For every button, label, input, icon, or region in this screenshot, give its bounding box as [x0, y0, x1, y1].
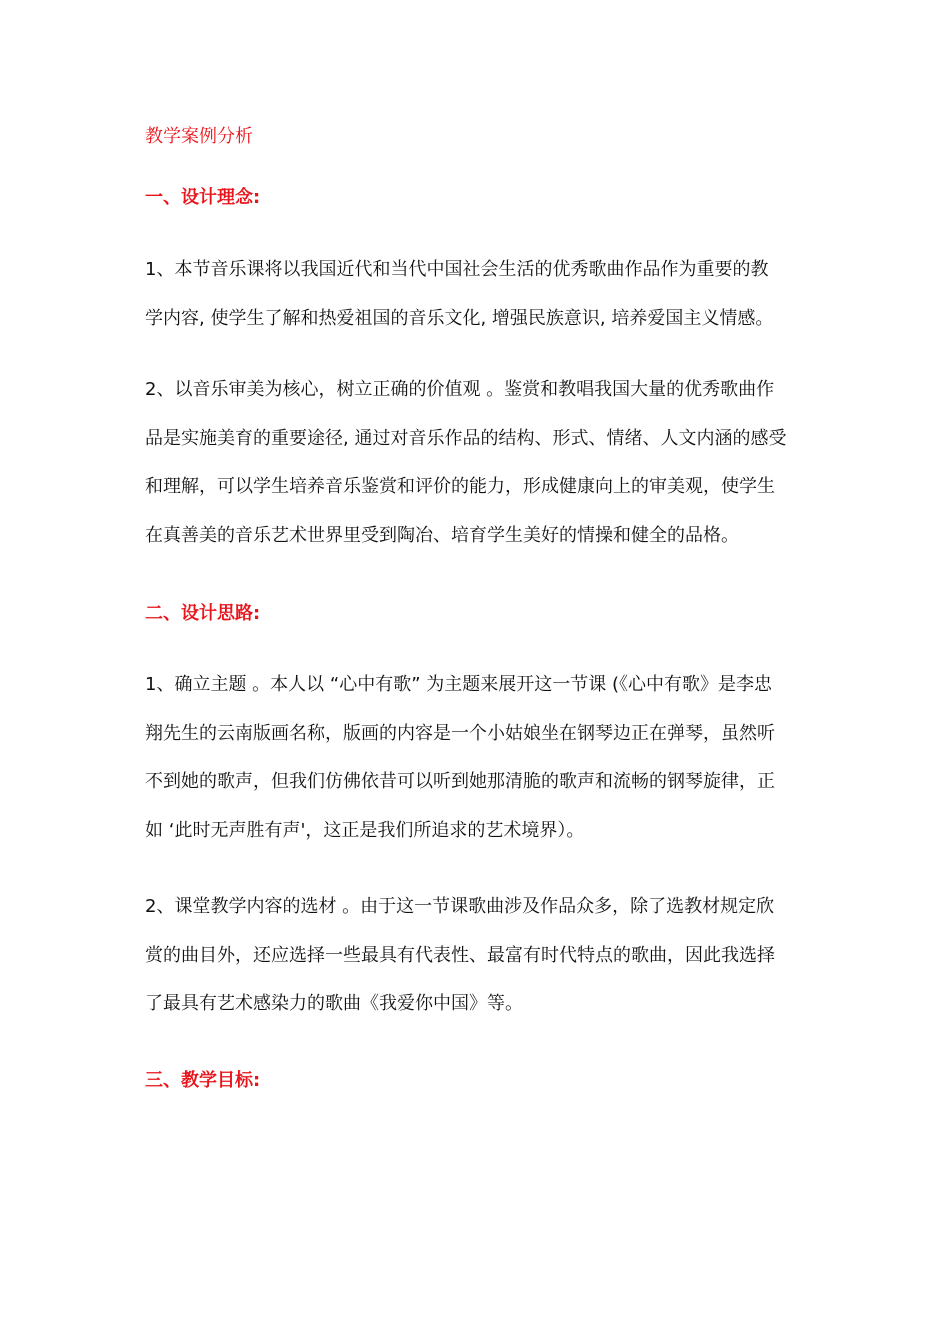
- text-line: 1、确立主题 。本人以 “心中有歌” 为主题来展开这一节课 (《心中有歌》是李忠: [145, 674, 773, 695]
- text-line: 品是实施美育的重要途径, 通过对音乐作品的结构、形式、情绪、人文内涵的感受: [145, 427, 787, 449]
- section-heading-teaching-goals: 三、教学目标:: [145, 1070, 261, 1091]
- text-line: 学内容, 使学生了解和热爱祖国的音乐文化, 增强民族意识, 培养爱国主义情感。: [145, 307, 774, 329]
- section-heading-design-approach: 二、设计思路:: [145, 603, 261, 624]
- paragraph-approach-2: [145, 883, 810, 1029]
- text-line: 翔先生的云南版画名称，版画的内容是一个小姑娘坐在钢琴边正在弹琴，虽然听: [145, 722, 775, 744]
- text-line: 在真善美的音乐艺术世界里受到陶冶、培育学生美好的情操和健全的品格。: [145, 524, 739, 546]
- text-line: 2、课堂教学内容的选材 。由于这一节课歌曲涉及作品众多，除了选教材规定欣: [145, 896, 775, 917]
- paragraph-approach-1: [145, 661, 810, 855]
- text-line: 了最具有艺术感染力的歌曲《我爱你中国》等。: [145, 993, 523, 1015]
- document-title: 教学案例分析: [145, 126, 253, 147]
- paragraph-concept-2: [145, 366, 810, 560]
- text-line: 2、以音乐审美为核心，树立正确的价值观 。鉴赏和教唱我国大量的优秀歌曲作: [145, 379, 775, 400]
- text-line: 赏的曲目外，还应选择一些最具有代表性、最富有时代特点的歌曲，因此我选择: [145, 944, 775, 966]
- text-line: 如 ‘此时无声胜有声'，这正是我们所追求的艺术境界）。: [145, 819, 585, 841]
- text-line: 1、本节音乐课将以我国近代和当代中国社会生活的优秀歌曲作品作为重要的教: [145, 259, 769, 280]
- text-line: 和理解，可以学生培养音乐鉴赏和评价的能力，形成健康向上的审美观，使学生: [145, 476, 775, 498]
- section-heading-design-concept: 一、设计理念:: [145, 187, 261, 208]
- paragraph-concept-1: [145, 246, 810, 343]
- text-line: 不到她的歌声，但我们仿佛依昔可以听到她那清脆的歌声和流畅的钢琴旋律，正: [145, 771, 775, 793]
